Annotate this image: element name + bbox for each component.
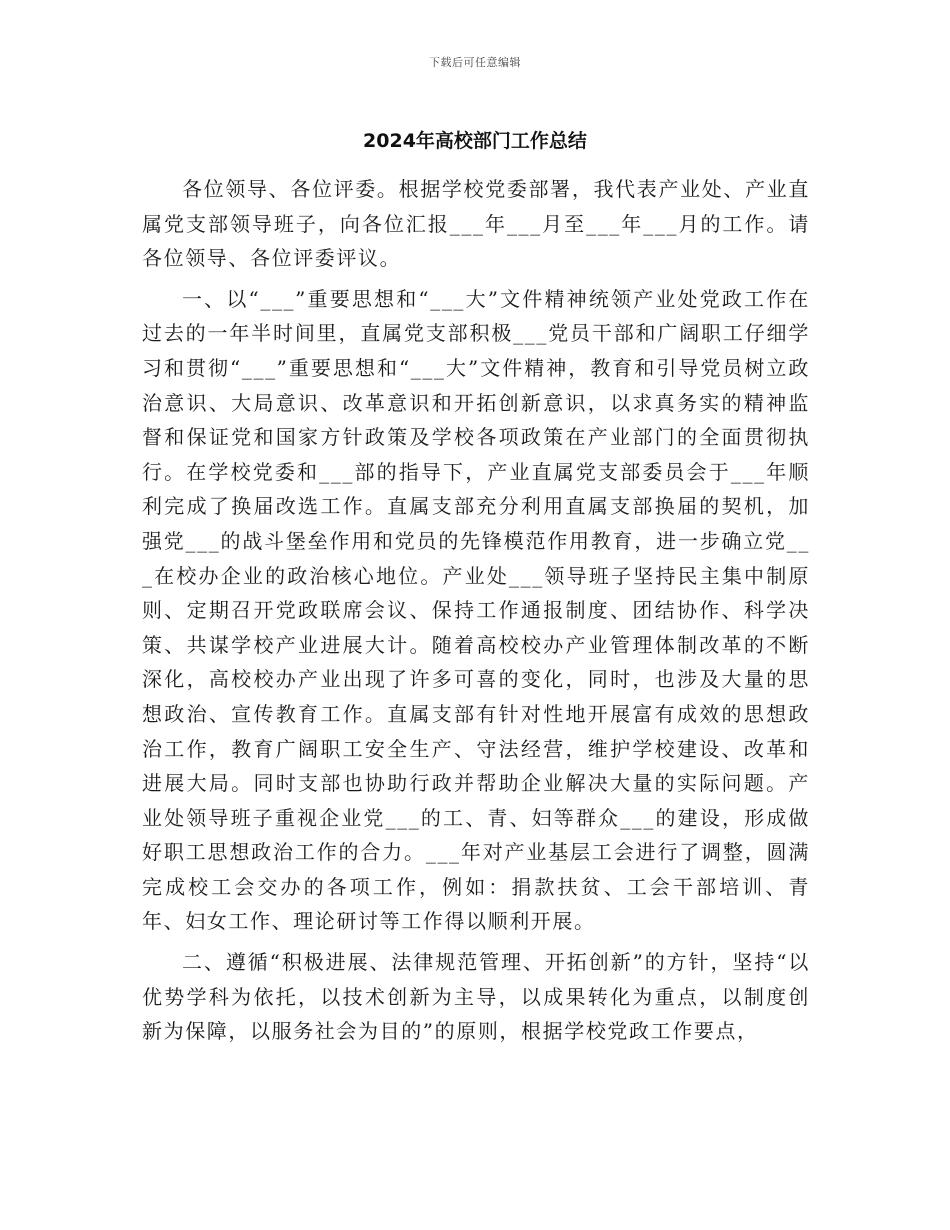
paragraph-section-one: 一、以“___”重要思想和“___大”文件精神统领产业处党政工作在过去的一年半时间里，直属党支部积极___党员干部和广阔职工仔细学习和贯彻“___”重要思想和“___大”文件精神，教育和引导党员树立政治意识、大局意识、改革意识和开拓创新意识，以求真务实的精神监督和保证党和国家方针政策及学校各项政策在产业部门的全面贯彻执行。在学校党委和___部的指导下，产业直属党支部委员会于___年顺利完成了换届改选工作。直属支部充分利用直属支部换届的契机，加强党___的战斗堡垒作用和党员的先锋模范作用教育，进一步确立党___在校办企业的政治核心地位。产业处___领导班子坚持民主集中制原则、定期召开党政联席会议、保持工作通报制度、团结协作、科学决策、共谋学校产业进展大计。随着高校校办产业管理体制改革的不断深化，高校校办产业出现了许多可喜的变化，同时，也涉及大量的思想政治、宣传教育工作。直属支部有针对性地开展富有成效的思想政治工作，教育广阔职工安全生产、守法经营，维护学校建设、改革和进展大局。同时支部也协助行政并帮助企业解决大量的实际问题。产业处领导班子重视企业党___的工、青、妇等群众___的建设，形成做好职工思想政治工作的合力。___年对产业基层工会进行了调整，圆满完成校工会交办的各项工作，例如：捐款扶贫、工会干部培训、青年、妇女工作、理论研讨等工作得以顺利开展。 xyxy=(142,286,810,934)
document-title: 2024年高校部门工作总结 xyxy=(363,130,587,152)
paragraph-intro: 各位领导、各位评委。根据学校党委部署，我代表产业处、产业直属党支部领导班子，向各位汇报___年___月至___年___月的工作。请各位领导、各位评委评议。 xyxy=(142,177,810,271)
document-body xyxy=(142,172,810,1055)
header-note: 下载后可任意编辑 xyxy=(429,56,521,69)
paragraph-section-two: 二、遵循“积极进展、法律规范管理、开拓创新”的方针，坚持“以优势学科为依托，以技术创新为主导，以成果转化为重点，以制度创新为保障，以服务社会为目的”的原则，根据学校党政工作要点， xyxy=(142,950,810,1044)
